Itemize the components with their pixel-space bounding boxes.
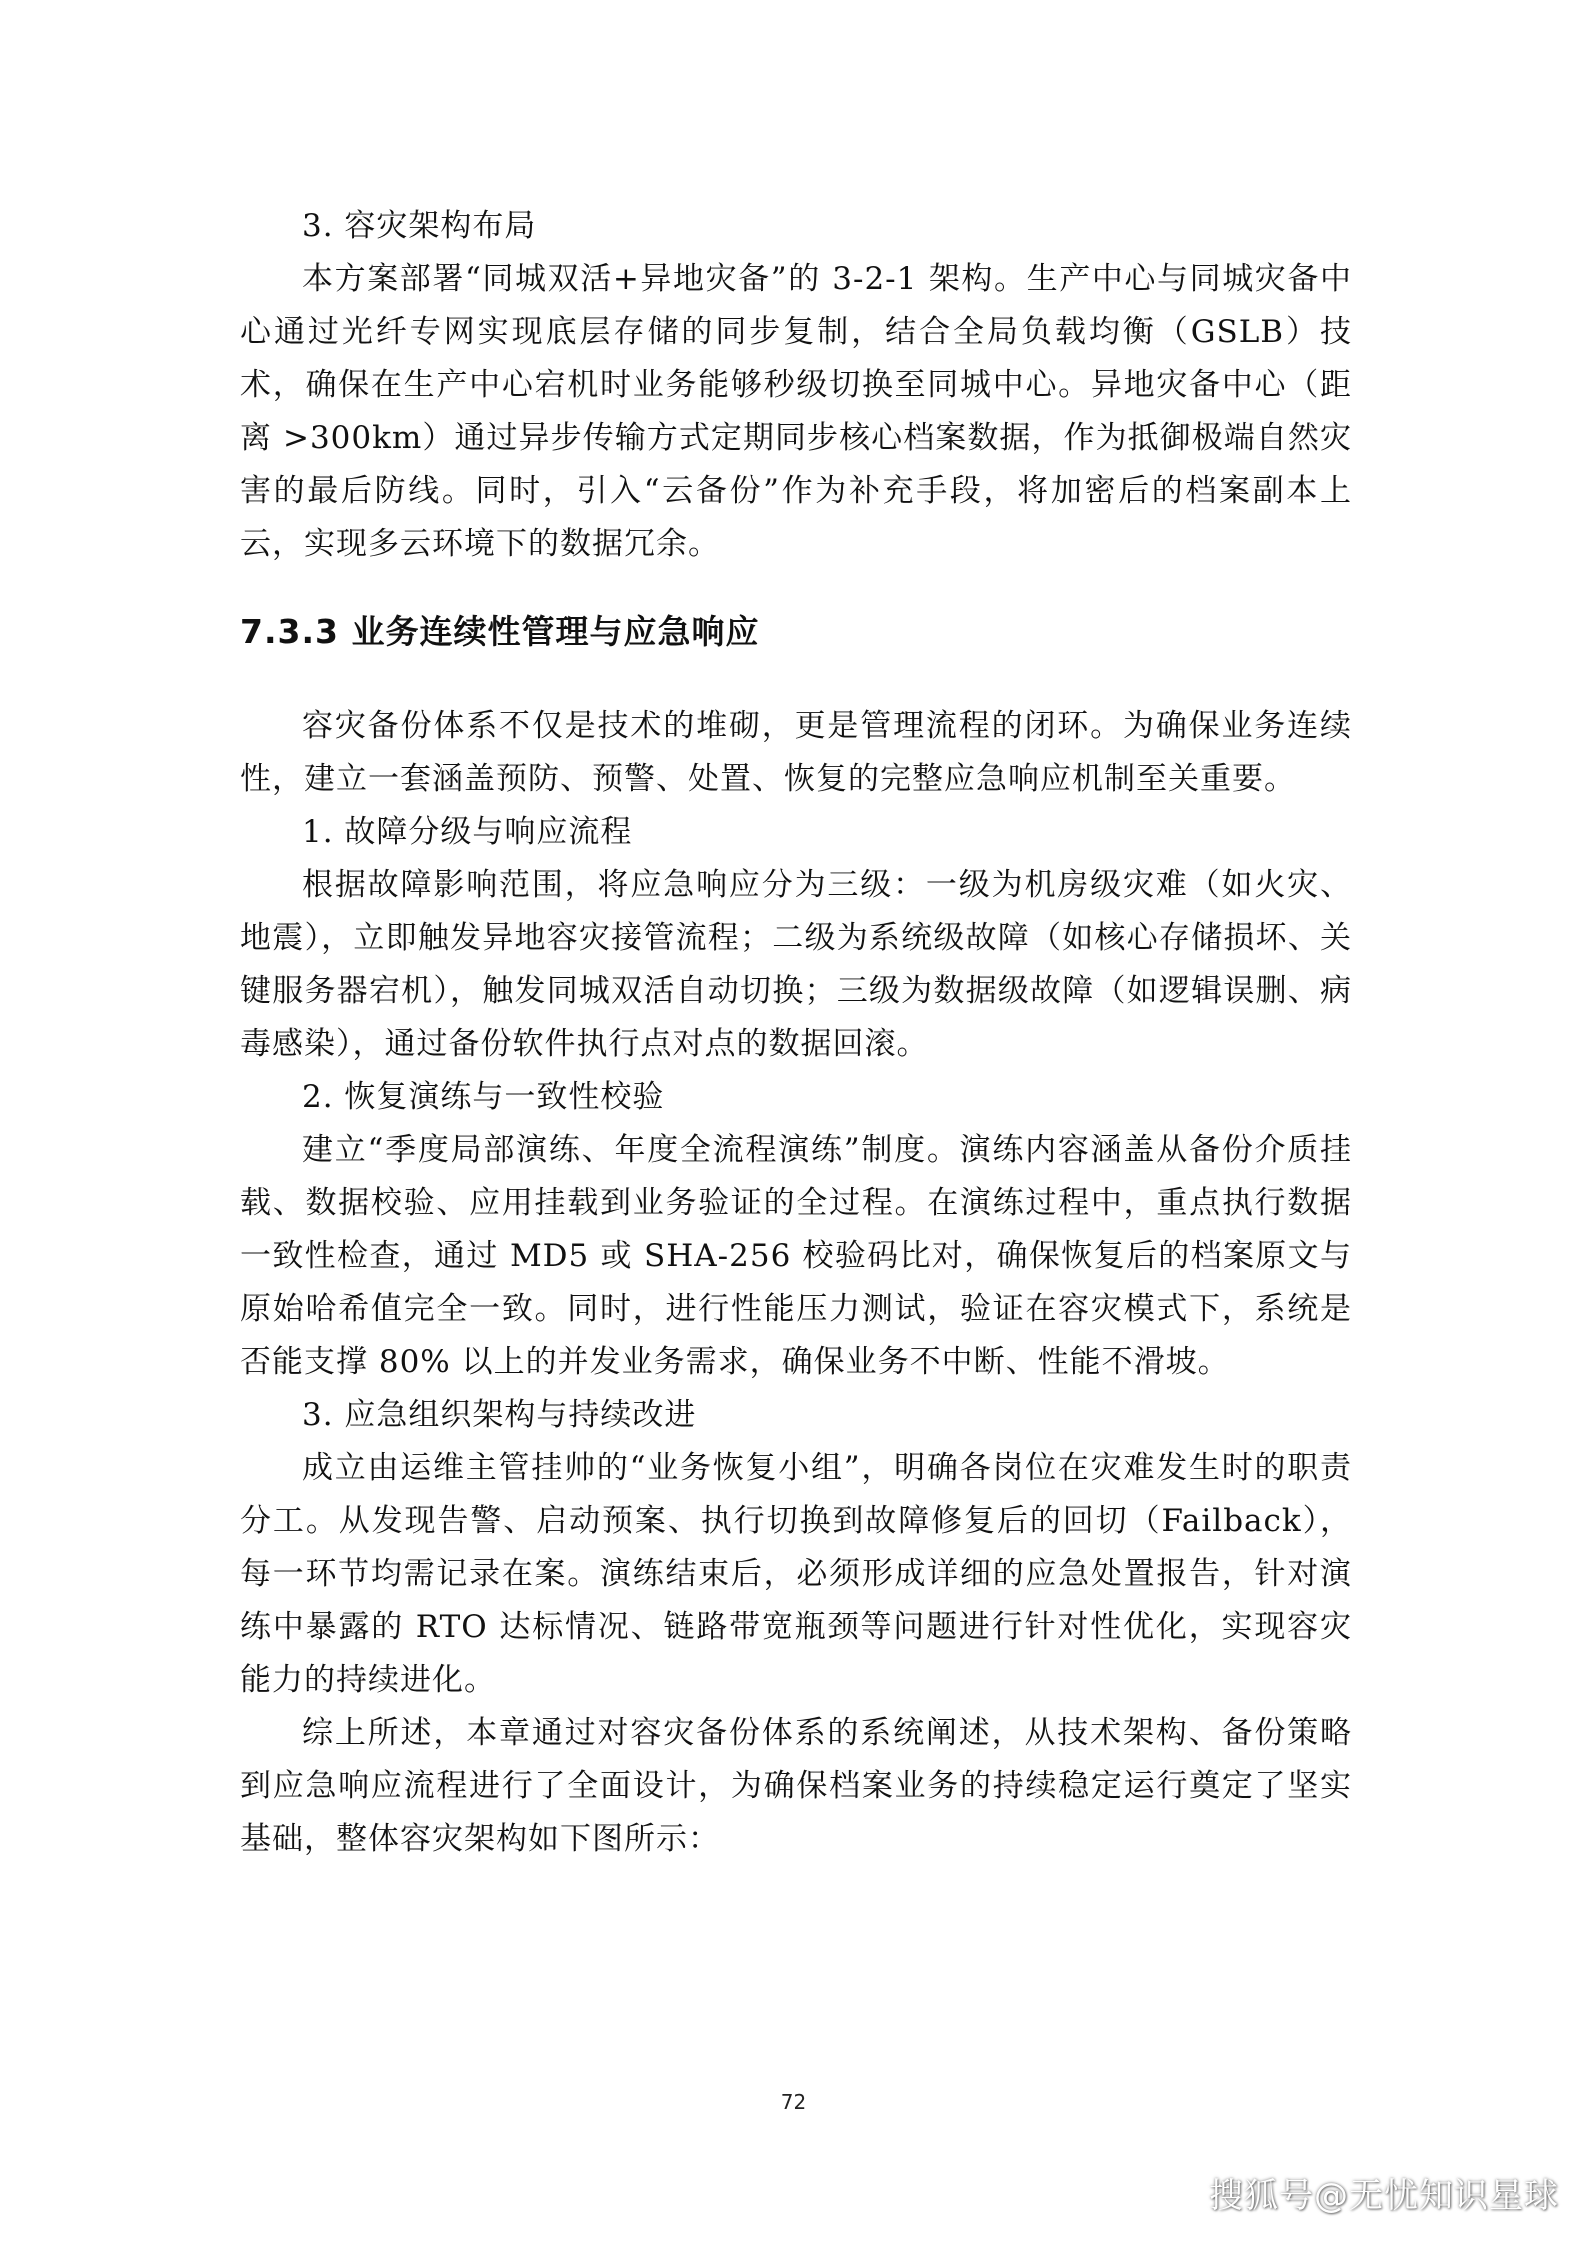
summary-paragraph: 综上所述，本章通过对容灾备份体系的系统阐述，从技术架构、备份策略到应急响应流程进行了全面设计，为确保档案业务的持续稳定运行奠定了坚实基础，整体容灾架构如下图所示： [240,1715,1352,1857]
item3-body: 成立由运维主管挂帅的“业务恢复小组”，明确各岗位在灾难发生时的职责分工。从发现告警、启动预案、执行切换到故障修复后的回切（Failback），每一环节均需记录在案。演练结束后，必须形成详细的应急处置报告，针对演练中暴露的 RTO 达标情况、链路带宽瓶颈等问题进行针对性优化，实现容灾能力的持续进化。 [240,1450,1352,1698]
item2-heading: 2. 恢复演练与一致性校验 [302,1079,665,1115]
item1-body: 根据故障影响范围，将应急响应分为三级：一级为机房级灾难（如火灾、地震），立即触发异地容灾接管流程；二级为系统级故障（如核心存储损坏、关键服务器宕机），触发同城双活自动切换；三级为数据级故障（如逻辑误删、病毒感染），通过备份软件执行点对点的数据回滚。 [240,867,1352,1062]
page-number: 72 [780,2090,807,2114]
section-heading-7-3-3: 7.3.3 业务连续性管理与应急响应 [240,612,760,651]
item3-heading: 3. 应急组织架构与持续改进 [302,1397,697,1433]
item1-heading: 1. 故障分级与响应流程 [302,814,633,850]
item2-body: 建立“季度局部演练、年度全流程演练”制度。演练内容涵盖从备份介质挂载、数据校验、应用挂载到业务验证的全过程。在演练过程中，重点执行数据一致性检查，通过 MD5 或 SHA-256 校验码比对，确保恢复后的档案原文与原始哈希值完全一致。同时，进行性能压力测试，验证在容灾模式下，系统是否能支撑 80% 以上的并发业务需求，确保业务不中断、性能不滑坡。 [240,1132,1352,1380]
document-body [240,200,1352,1866]
intro-paragraph: 容灾备份体系不仅是技术的堆砌，更是管理流程的闭环。为确保业务连续性，建立一套涵盖预防、预警、处置、恢复的完整应急响应机制至关重要。 [240,708,1352,797]
watermark: 搜狐号@无忧知识星球 [1209,2176,1559,2216]
section3-heading: 3. 容灾架构布局 [302,208,537,244]
section3-body: 本方案部署“同城双活+异地灾备”的 3-2-1 架构。生产中心与同城灾备中心通过光纤专网实现底层存储的同步复制，结合全局负载均衡（GSLB）技术，确保在生产中心宕机时业务能够秒级切换至同城中心。异地灾备中心（距离 >300km）通过异步传输方式定期同步核心档案数据，作为抵御极端自然灾害的最后防线。同时，引入“云备份”作为补充手段，将加密后的档案副本上云，实现多云环境下的数据冗余。 [240,261,1352,562]
